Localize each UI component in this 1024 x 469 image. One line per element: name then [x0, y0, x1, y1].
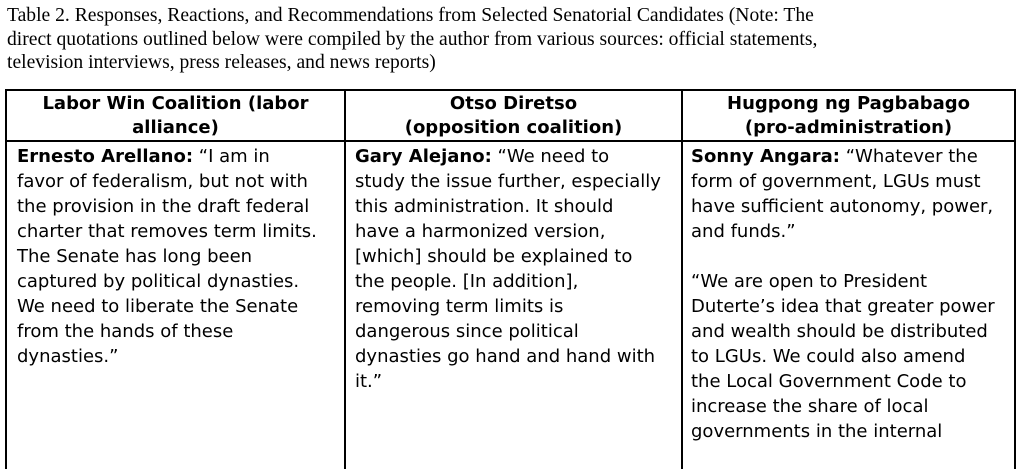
header-line: (pro-administration) — [744, 117, 953, 138]
quote-line: charter that removes term limits. — [17, 221, 317, 242]
quote-line: Duterte’s idea that greater power — [691, 296, 995, 317]
column-header-labor-win — [7, 92, 344, 140]
quote-line: have a harmonized version, — [355, 221, 606, 242]
quote-line: the provision in the draft federal — [17, 196, 310, 217]
column-divider — [344, 89, 346, 469]
quote-line: to LGUs. We could also amend — [691, 346, 966, 367]
quote-line: study the issue further, especially — [355, 171, 661, 192]
quote-line: governments in the internal — [691, 421, 943, 442]
speaker-name: Gary Alejano: — [355, 146, 492, 167]
cell-labor-win-quote — [17, 144, 317, 369]
cell-hugpong-quote — [691, 144, 995, 444]
column-header-hugpong — [683, 92, 1014, 140]
header-line: Hugpong ng Pagbabago — [727, 93, 970, 114]
paragraph-gap — [691, 244, 995, 269]
header-line: (opposition coalition) — [404, 117, 623, 138]
quote-line: dynasties.” — [17, 346, 119, 367]
quote-line: from the hands of these — [17, 321, 234, 342]
quote-line: the people. [In addition], — [355, 271, 579, 292]
quote-line: “We are open to President — [691, 271, 928, 292]
header-line: Otso Diretso — [449, 93, 578, 114]
quote-line: increase the share of local — [691, 396, 929, 417]
quote-line: have sufficient autonomy, power, — [691, 196, 994, 217]
quote-line: the Local Government Code to — [691, 371, 967, 392]
quote-line: it.” — [355, 371, 383, 392]
quote-line: dangerous since political — [355, 321, 579, 342]
table-right-border — [1014, 89, 1016, 469]
quote-line: removing term limits is — [355, 296, 564, 317]
quote-line: and funds.” — [691, 221, 796, 242]
caption-line: Table 2. Responses, Reactions, and Recommendations from Selected Senatorial Candidates (Note: The — [7, 5, 814, 26]
header-line: alliance) — [132, 117, 219, 138]
quote-line: and wealth should be distributed — [691, 321, 988, 342]
quote-text: “We need to — [491, 146, 610, 167]
column-header-otso-diretso — [346, 92, 681, 140]
column-divider — [681, 89, 683, 469]
quote-line: The Senate has long been — [17, 246, 253, 267]
quote-text: “Whatever the — [839, 146, 978, 167]
speaker-name: Ernesto Arellano: — [17, 146, 194, 167]
quote-line: dynasties go hand and hand with — [355, 346, 656, 367]
cell-otso-diretso-quote — [355, 144, 661, 394]
speaker-name: Sonny Angara: — [691, 146, 840, 167]
quote-line: favor of federalism, but not with — [17, 171, 308, 192]
quote-line: this administration. It should — [355, 196, 614, 217]
quote-text: “I am in — [193, 146, 270, 167]
header-line: Labor Win Coalition (labor — [42, 93, 309, 114]
quote-line: [which] should be explained to — [355, 246, 633, 267]
header-row-divider — [5, 140, 1016, 142]
caption-line: direct quotations outlined below were compiled by the author from various sources: official statements, — [7, 28, 818, 50]
quote-line: form of government, LGUs must — [691, 171, 981, 192]
table-caption — [7, 4, 1019, 75]
caption-line: television interviews, press releases, and news reports) — [7, 52, 436, 73]
quote-line: We need to liberate the Senate — [17, 296, 299, 317]
quote-line: captured by political dynasties. — [17, 271, 300, 292]
